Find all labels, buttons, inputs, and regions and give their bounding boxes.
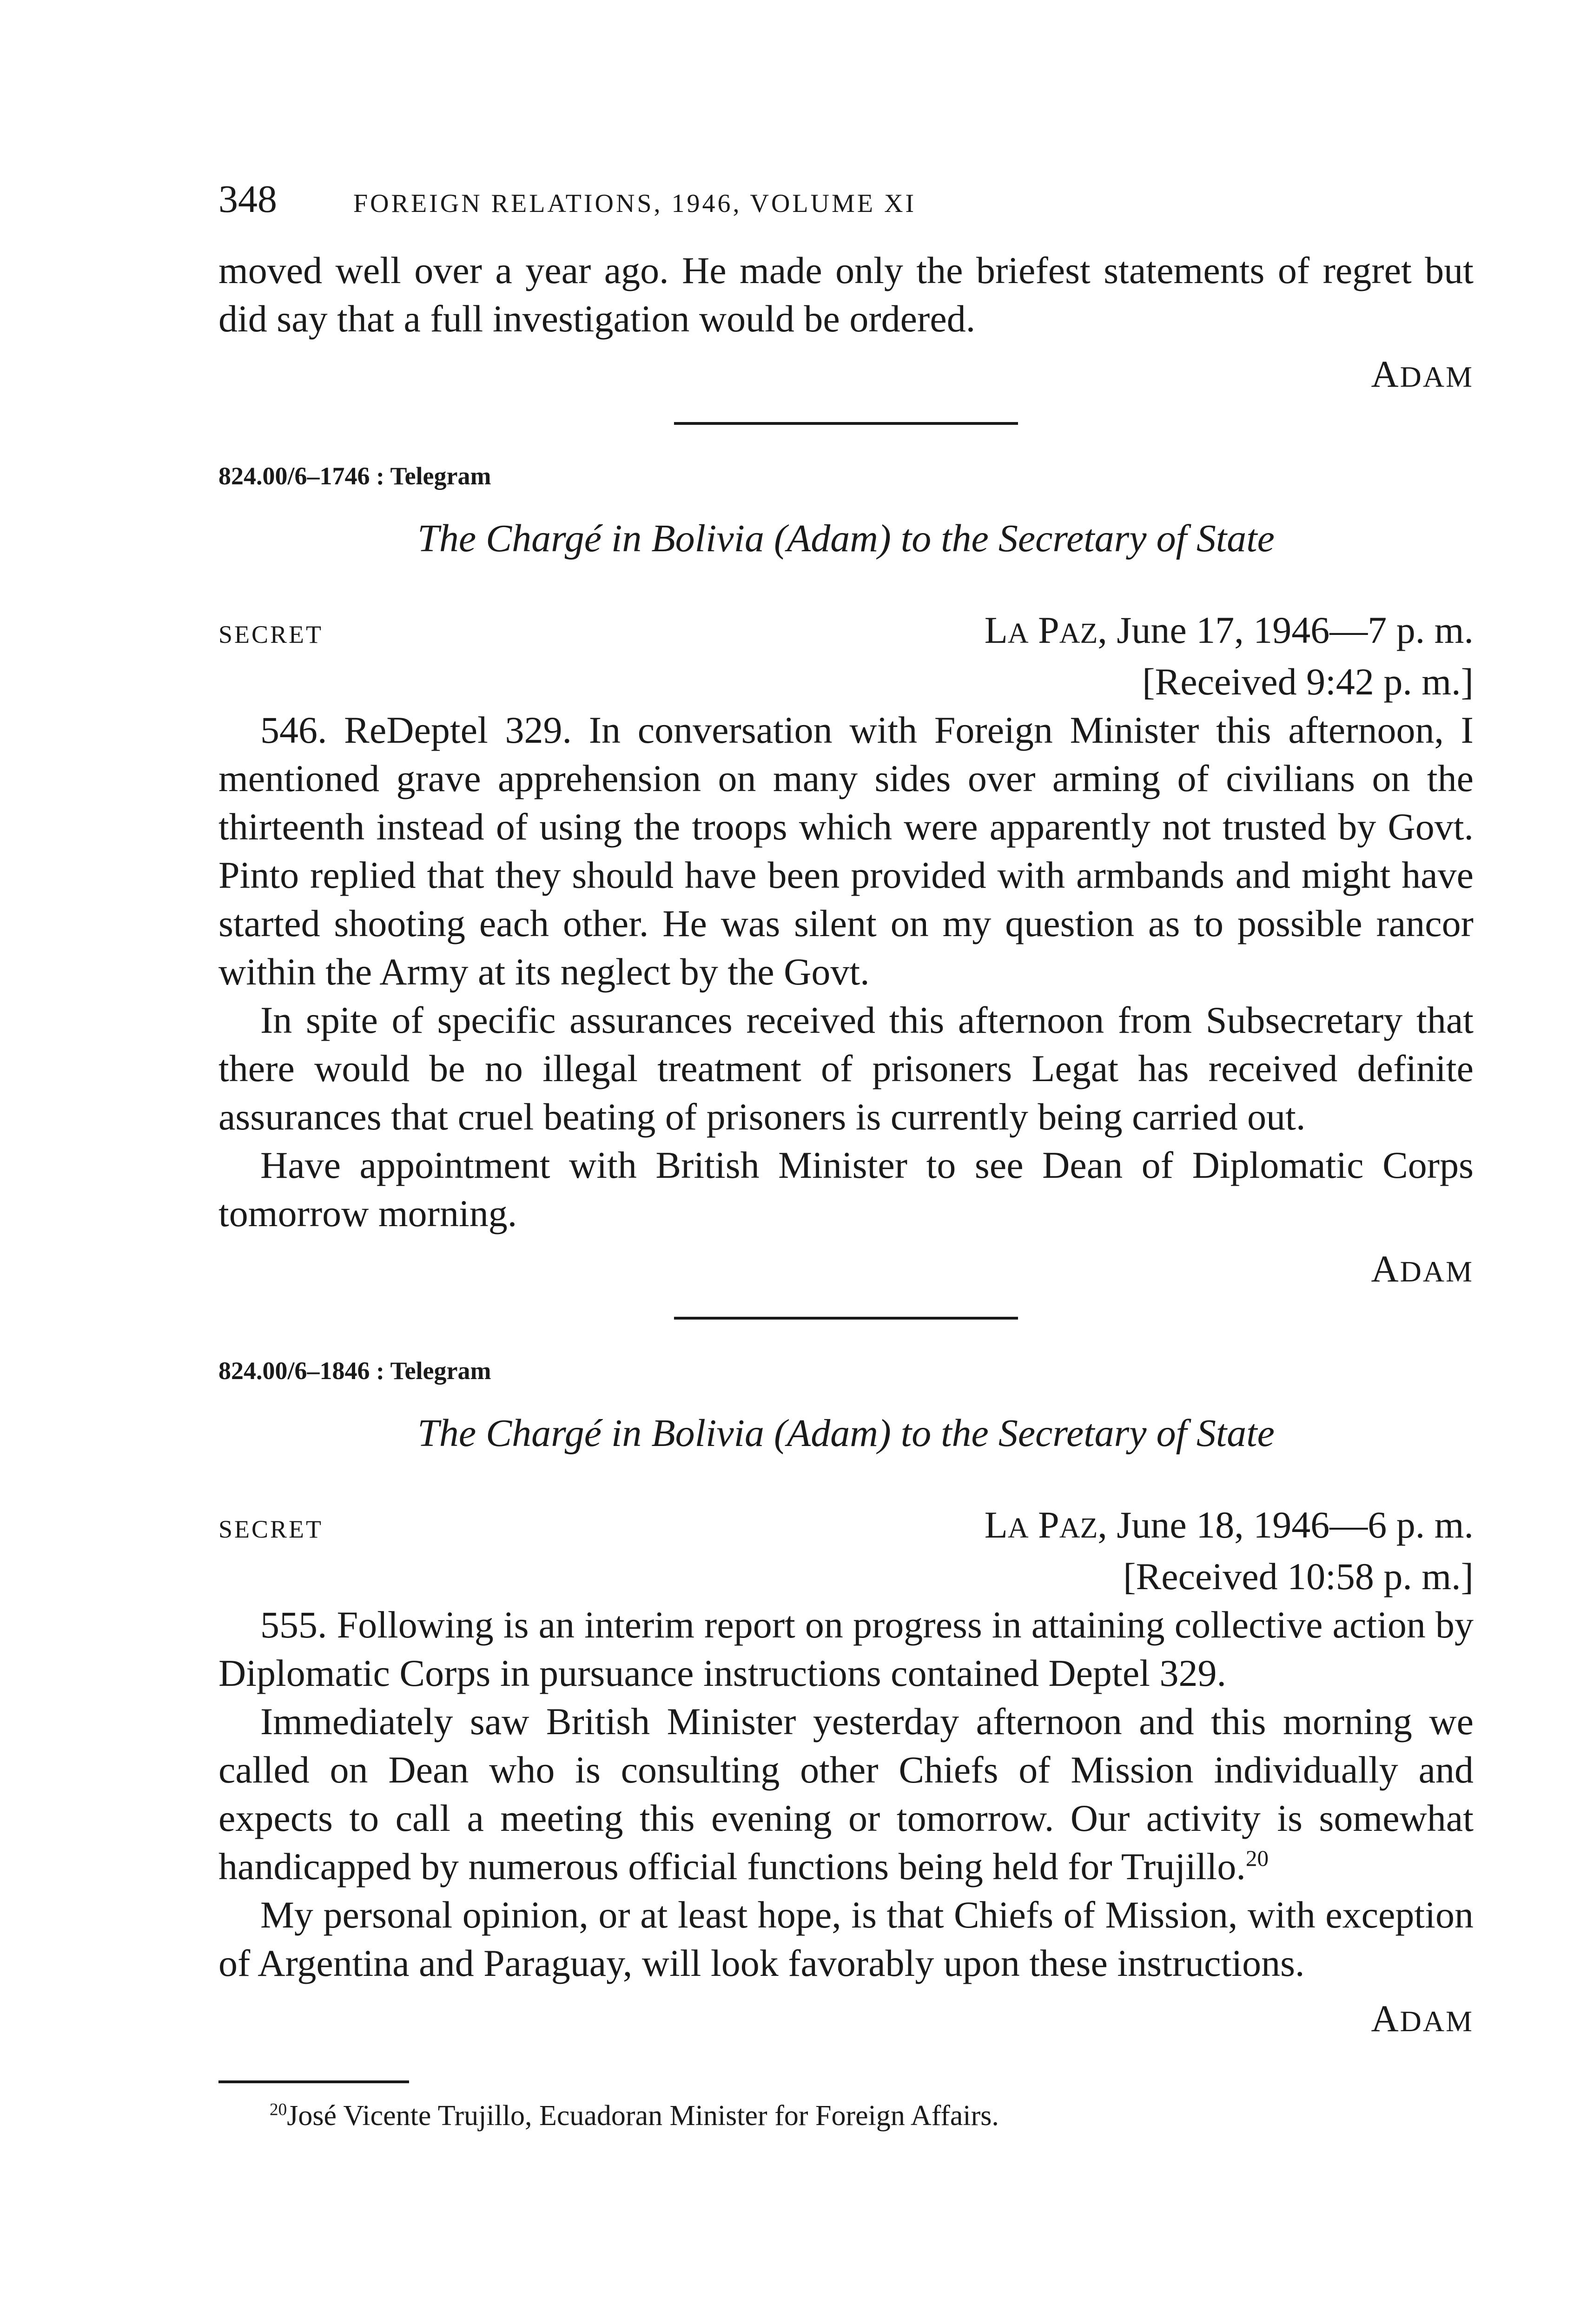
section-divider [674, 422, 1018, 425]
signature-initial: A [1371, 1997, 1400, 2040]
signature-rest: DAM [1400, 360, 1474, 393]
page-number: 348 [218, 178, 277, 221]
body-paragraph: My personal opinion, or at least hope, is that Chiefs of Mission, with exception of Argentina and Paraguay, will look favorably upon these instructions. [218, 1894, 1474, 1984]
body-paragraph: In spite of specific assurances received this afternoon from Subsecretary that there would be no illegal treatment of prisoners Legat has received definite assurances that cruel beating of prisoners is currently being carried out. [218, 999, 1474, 1138]
body-paragraph: 555. Following is an interim report on progress in attaining collective action by Diplomatic Corps in pursuance instructions contained Deptel 329. [218, 1604, 1474, 1694]
document-title: The Chargé in Bolivia (Adam) to the Secretary of State [417, 517, 1275, 560]
footnote-text: José Vicente Trujillo, Ecuadoran Minister for Foreign Affairs. [287, 2100, 999, 2132]
body-paragraph: Have appointment with British Minister to see Dean of Diplomatic Corps tomorrow morning. [218, 1144, 1474, 1235]
place-initial: L [984, 609, 1008, 651]
place-initial: L [984, 1504, 1008, 1546]
received-time: [Received 9:42 p. m.] [1142, 660, 1474, 703]
file-reference [218, 457, 1474, 495]
continuation-paragraph: moved well over a year ago. He made only the briefest statements of regret but did say that a full investigation would be ordered. [218, 249, 1474, 340]
file-number: 824.00/6–1746 [218, 462, 370, 490]
footnote-marker[interactable]: 20 [1245, 1845, 1269, 1871]
footnote-number: 20 [270, 2100, 287, 2119]
classification: SECRET [218, 621, 324, 648]
dateline [985, 1501, 1474, 1552]
running-head: FOREIGN RELATIONS, 1946, VOLUME XI [353, 189, 917, 218]
footnote-divider [218, 2080, 409, 2083]
file-reference [218, 1352, 1474, 1389]
dateline [985, 606, 1474, 658]
body-paragraph: 546. ReDeptel 329. In conversation with Foreign Minister this afternoon, I mentioned grave apprehension on many sides over arming of civilians on the thirteenth instead of using the troops which were apparently not trusted by Govt. Pinto replied that they should have been provided with armbands and might have started shooting each other. He was silent on my question as to possible rancor within the Army at its neglect by the Govt. [218, 709, 1474, 993]
place-rest: A [1007, 618, 1029, 649]
dateline-row [218, 1501, 1474, 1552]
document-title: The Chargé in Bolivia (Adam) to the Secretary of State [417, 1412, 1275, 1455]
signature-initial: A [1371, 353, 1400, 395]
date-time: , June 18, 1946—6 p. m. [1097, 1504, 1474, 1546]
date-time: , June 17, 1946—7 p. m. [1097, 609, 1474, 651]
footnote [218, 2097, 1474, 2134]
paragraph-text: Immediately saw British Minister yesterday afternoon and this morning we called on Dean who is consulting other Chiefs of Mission individually and expects to call a meeting this evening or tomorrow. Our activity is somewhat handicapped by numerous official functions being held for Trujillo. [218, 1700, 1474, 1888]
place-rest-2: AZ [1059, 618, 1098, 649]
place-rest-2: AZ [1059, 1512, 1098, 1544]
body-paragraph [218, 1697, 1474, 1891]
signature [218, 1247, 1474, 1298]
file-type: : Telegram [376, 1357, 491, 1385]
classification: SECRET [218, 1515, 324, 1543]
received-time: [Received 10:58 p. m.] [1123, 1555, 1474, 1598]
place-initial-2: P [1038, 1504, 1059, 1546]
section-divider [674, 1317, 1018, 1320]
place-initial-2: P [1038, 609, 1059, 651]
place-rest: A [1007, 1512, 1029, 1544]
document-page [218, 177, 1474, 2134]
file-type: : Telegram [376, 462, 491, 490]
page-header [218, 177, 1474, 246]
signature [218, 352, 1474, 403]
signature [218, 1997, 1474, 2048]
dateline-row [218, 606, 1474, 658]
signature-rest: DAM [1400, 1255, 1474, 1288]
file-number: 824.00/6–1846 [218, 1357, 370, 1385]
signature-rest: DAM [1400, 2005, 1474, 2038]
signature-initial: A [1371, 1248, 1400, 1290]
